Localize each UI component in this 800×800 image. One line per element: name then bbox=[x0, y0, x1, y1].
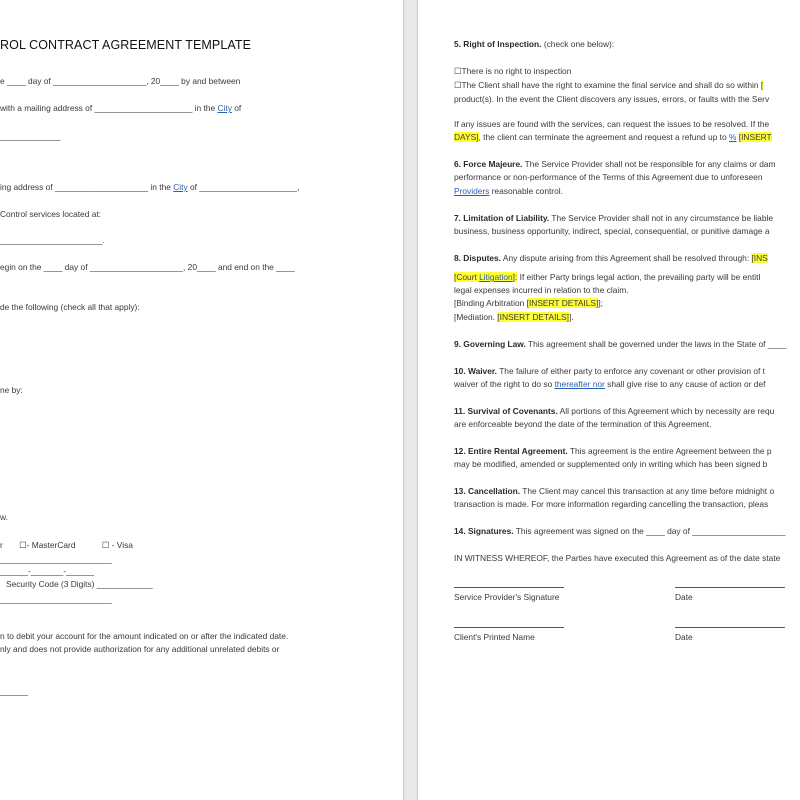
authorization-signature-blank: ______ bbox=[0, 686, 28, 696]
section-5-note: (check one below): bbox=[543, 39, 615, 49]
section-6-line-1 bbox=[454, 159, 776, 169]
percent-symbol: % bbox=[729, 132, 737, 142]
providers-link[interactable]: Providers bbox=[454, 186, 490, 196]
provider-date-label: Date bbox=[675, 592, 693, 602]
payment-by-label: ne by: bbox=[0, 385, 23, 395]
arbitration-details-highlight: [INSERT DETAILS] bbox=[526, 298, 599, 308]
section-10-text: The failure of either party to enforce any covenant or other provision of t bbox=[499, 366, 766, 376]
expiry-blank: ________________________ bbox=[0, 594, 112, 604]
section-8-title: 8. Disputes. bbox=[454, 253, 502, 263]
city-link[interactable]: City bbox=[217, 103, 232, 113]
section-13-text: The Client may cancel this transaction at any time before midnight o bbox=[522, 486, 775, 496]
section-10-text-3: shall give rise to any cause of action or def bbox=[607, 379, 766, 389]
address-blank: _____________________, bbox=[199, 182, 300, 192]
section-6-line-2: performance or non-performance of the Terms of this Agreement due to unforeseen bbox=[454, 172, 763, 182]
mailing-address-line-2 bbox=[0, 182, 299, 192]
section-10-text-2: waiver of the right to do so bbox=[454, 379, 553, 389]
days-highlight: DAYS] bbox=[454, 132, 479, 142]
section-11-line-2: are enforceable beyond the date of the termination of this Agreement. bbox=[454, 419, 712, 429]
section-12-title: 12. Entire Rental Agreement. bbox=[454, 446, 568, 456]
reasonable-control-text: reasonable control. bbox=[491, 186, 563, 196]
section-12-line-2: may be modified, amended or supplemented only in writing which has been signed b bbox=[454, 459, 768, 469]
inspection-days-highlight: [ bbox=[760, 80, 764, 90]
client-date-label: Date bbox=[675, 632, 693, 642]
client-date-line[interactable] bbox=[675, 627, 785, 628]
section-12-line-1 bbox=[454, 446, 772, 456]
section-10-line-2 bbox=[454, 379, 765, 389]
refund-highlight: [INSERT bbox=[738, 132, 772, 142]
payment-below-label: w. bbox=[0, 512, 8, 522]
section-9-text: This agreement shall be governed under the laws in the State of ____ bbox=[528, 339, 787, 349]
court-highlight bbox=[454, 272, 517, 282]
section-5-para-2: If any issues are found with the services, can request the issues to be resolved. If the bbox=[454, 119, 770, 129]
section-13-title: 13. Cancellation. bbox=[454, 486, 521, 496]
mediation-text: [Mediation. bbox=[454, 312, 495, 322]
security-code-line: Security Code (3 Digits) ____________ bbox=[6, 579, 153, 589]
cardholder-blank: ________________________ bbox=[0, 554, 112, 564]
inspection-option-2-text: ☐The Client shall have the right to examine the final service and shall do so within bbox=[454, 80, 759, 90]
section-7-line-2: business, business opportunity, indirect, special, consequential, or punitive damage a bbox=[454, 226, 770, 236]
section-11-text: All portions of this Agreement which by necessity are requ bbox=[559, 406, 775, 416]
mailing-address-text: with a mailing address of _____________________ in the bbox=[0, 103, 216, 113]
section-8-court-line bbox=[454, 272, 760, 282]
section-5-title: 5. Right of Inspection. bbox=[454, 39, 542, 49]
client-name-line[interactable] bbox=[454, 627, 564, 628]
services-include-label: de the following (check all that apply): bbox=[0, 302, 140, 312]
blank-line: _____________ bbox=[0, 131, 61, 141]
section-9-title: 9. Governing Law. bbox=[454, 339, 526, 349]
court-close: ]: bbox=[512, 272, 518, 282]
refund-text: , the client can terminate the agreement and request a refund up to bbox=[478, 132, 727, 142]
court-text: [Court bbox=[454, 272, 477, 282]
inspection-option-2[interactable] bbox=[454, 80, 763, 90]
section-8-text-2: If either Party brings legal action, the prevailing party will be entitl bbox=[519, 272, 761, 282]
section-8-text: Any dispute arising from this Agreement shall be resolved through: bbox=[502, 253, 750, 263]
city-link-2[interactable]: City bbox=[173, 182, 188, 192]
authorization-line-1: n to debit your account for the amount indicated on or after the indicated date. bbox=[0, 631, 289, 641]
witness-statement: IN WITNESS WHEREOF, the Parties have executed this Agreement as of the date state bbox=[454, 553, 781, 563]
of-text: of bbox=[234, 103, 242, 113]
section-5-para-2-cont bbox=[454, 132, 772, 142]
term-line: egin on the ____ day of ____________________, 20____ and end on the ____ bbox=[0, 262, 295, 272]
arbitration-end: ]; bbox=[598, 298, 603, 308]
binding-arbitration-line bbox=[454, 298, 603, 308]
mediation-end: ]. bbox=[568, 312, 574, 322]
thereafter-nor-link[interactable]: thereafter nor bbox=[554, 379, 605, 389]
section-7-text: The Service Provider shall not in any circumstance be liable bbox=[551, 213, 773, 223]
provider-signature-line[interactable] bbox=[454, 587, 564, 588]
inspection-option-2-cont: product(s). In the event the Client discovers any issues, errors, or faults with the Serv bbox=[454, 94, 770, 104]
section-11-title: 11. Survival of Covenants. bbox=[454, 406, 558, 416]
client-name-label: Client's Printed Name bbox=[454, 632, 535, 642]
dispute-method-highlight: [INS bbox=[751, 253, 768, 263]
card-type-row bbox=[0, 540, 133, 550]
section-13-line-2: transaction is made. For more information regarding cancelling the transaction, pleas bbox=[454, 499, 769, 509]
section-12-text: This agreement is the entire Agreement between the p bbox=[569, 446, 772, 456]
provider-signature-label: Service Provider's Signature bbox=[454, 592, 560, 602]
section-6-text: The Service Provider shall not be responsible for any claims or dam bbox=[524, 159, 776, 169]
no-inspection-checkbox[interactable]: ☐There is no right to inspection bbox=[454, 66, 572, 76]
section-10-line-1 bbox=[454, 366, 765, 376]
section-11-line-1 bbox=[454, 406, 774, 416]
section-8-line-3: legal expenses incurred in relation to the claim. bbox=[454, 285, 629, 295]
authorization-line-2: nly and does not provide authorization for any additional unrelated debits or bbox=[0, 644, 280, 654]
of-text-2: of bbox=[190, 182, 198, 192]
section-6-title: 6. Force Majeure. bbox=[454, 159, 523, 169]
card-number-blank: ______-_______-______ bbox=[0, 566, 95, 576]
mailing-address-line bbox=[0, 103, 241, 113]
section-13-line-1 bbox=[454, 486, 774, 496]
services-location-label: Control services located at: bbox=[0, 209, 102, 219]
binding-arbitration-text: [Binding Arbitration bbox=[454, 298, 525, 308]
section-7-title: 7. Limitation of Liability. bbox=[454, 213, 550, 223]
mediation-line bbox=[454, 312, 574, 322]
document-title: ROL CONTRACT AGREEMENT TEMPLATE bbox=[0, 38, 252, 52]
section-14-text: This agreement was signed on the ____ day of ____________________ bbox=[515, 526, 786, 536]
provider-date-line[interactable] bbox=[675, 587, 785, 588]
litigation-link[interactable]: Litigation bbox=[479, 272, 513, 282]
section-9-line bbox=[454, 339, 786, 349]
visa-checkbox[interactable]: ☐ - Visa bbox=[101, 540, 133, 550]
card-other: r bbox=[0, 540, 3, 550]
mailing-address-text-2: ing address of ____________________ in the bbox=[0, 182, 171, 192]
services-location-blank: ______________________. bbox=[0, 235, 105, 245]
section-6-line-3 bbox=[454, 186, 563, 196]
mediation-details-highlight: [INSERT DETAILS] bbox=[497, 312, 569, 322]
date-line: e ____ day of ____________________, 20____ by and between bbox=[0, 76, 241, 86]
section-7-line-1 bbox=[454, 213, 773, 223]
mastercard-checkbox[interactable]: ☐- MasterCard bbox=[19, 540, 76, 550]
section-14-line bbox=[454, 526, 785, 536]
section-8-line-1 bbox=[454, 253, 768, 263]
document-page-right bbox=[418, 0, 800, 800]
section-5-heading bbox=[454, 39, 614, 49]
section-14-title: 14. Signatures. bbox=[454, 526, 514, 536]
section-10-title: 10. Waiver. bbox=[454, 366, 497, 376]
